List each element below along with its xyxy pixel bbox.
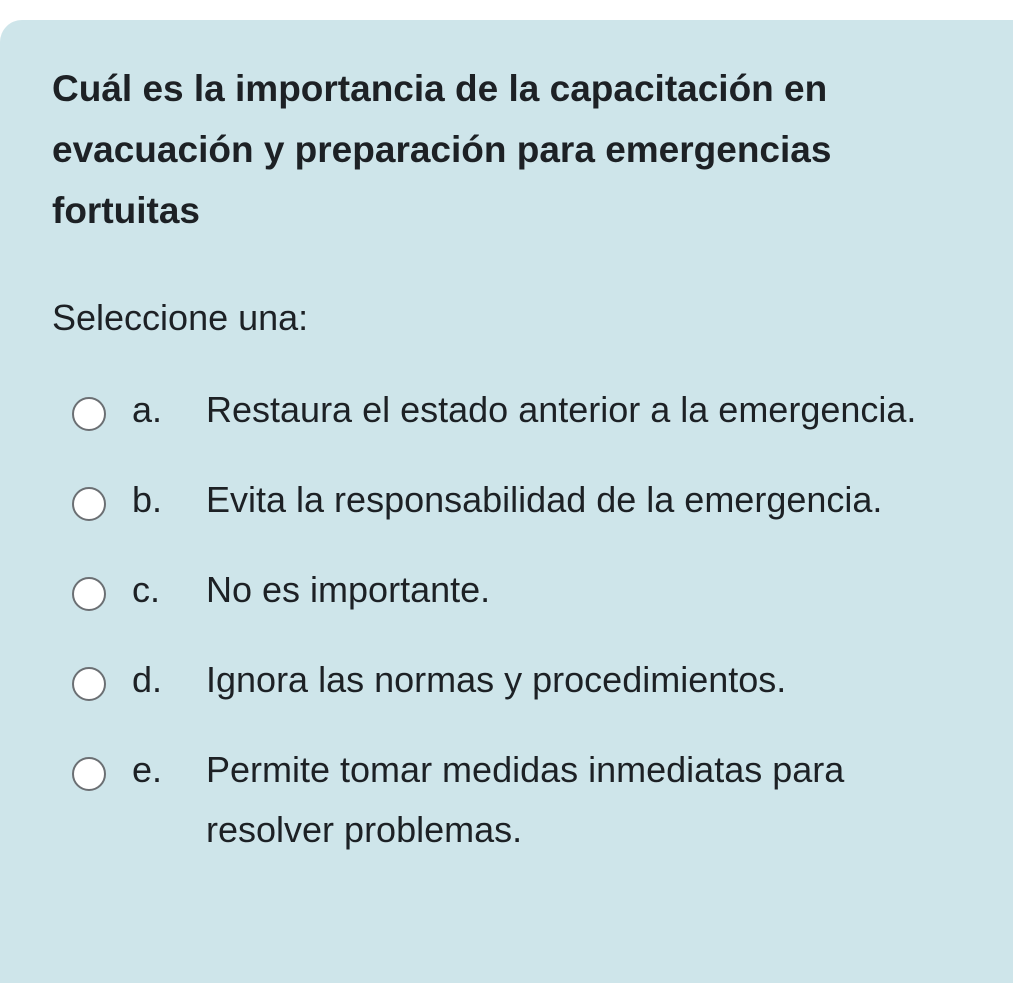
answer-options — [72, 380, 972, 890]
radio-button-b[interactable] — [72, 487, 106, 521]
option-e[interactable] — [72, 740, 972, 860]
option-text-c[interactable]: No es importante. — [206, 569, 491, 610]
option-b[interactable] — [72, 470, 972, 530]
option-letter-c: c. — [132, 569, 161, 610]
option-a[interactable] — [72, 380, 972, 440]
option-text-a[interactable]: Restaura el estado anterior a la emergencia. — [206, 389, 917, 430]
option-letter-b: b. — [132, 479, 163, 520]
question-panel — [0, 20, 1013, 983]
option-text-e[interactable]: Permite tomar medidas inmediatas para resolver problemas. — [206, 749, 845, 850]
radio-button-d[interactable] — [72, 667, 106, 701]
option-letter-e: e. — [132, 749, 163, 790]
option-text-b[interactable]: Evita la responsabilidad de la emergencia. — [206, 479, 883, 520]
radio-button-c[interactable] — [72, 577, 106, 611]
option-text-d[interactable]: Ignora las normas y procedimientos. — [206, 659, 787, 700]
select-one-prompt: Seleccione una: — [52, 297, 309, 338]
option-letter-d: d. — [132, 659, 163, 700]
option-letter-a: a. — [132, 389, 163, 430]
question-text: Cuál es la importancia de la capacitación en evacuación y preparación para emergencias fortuitas — [52, 68, 832, 231]
option-c[interactable] — [72, 560, 972, 620]
option-d[interactable] — [72, 650, 972, 710]
radio-button-a[interactable] — [72, 397, 106, 431]
radio-button-e[interactable] — [72, 757, 106, 791]
